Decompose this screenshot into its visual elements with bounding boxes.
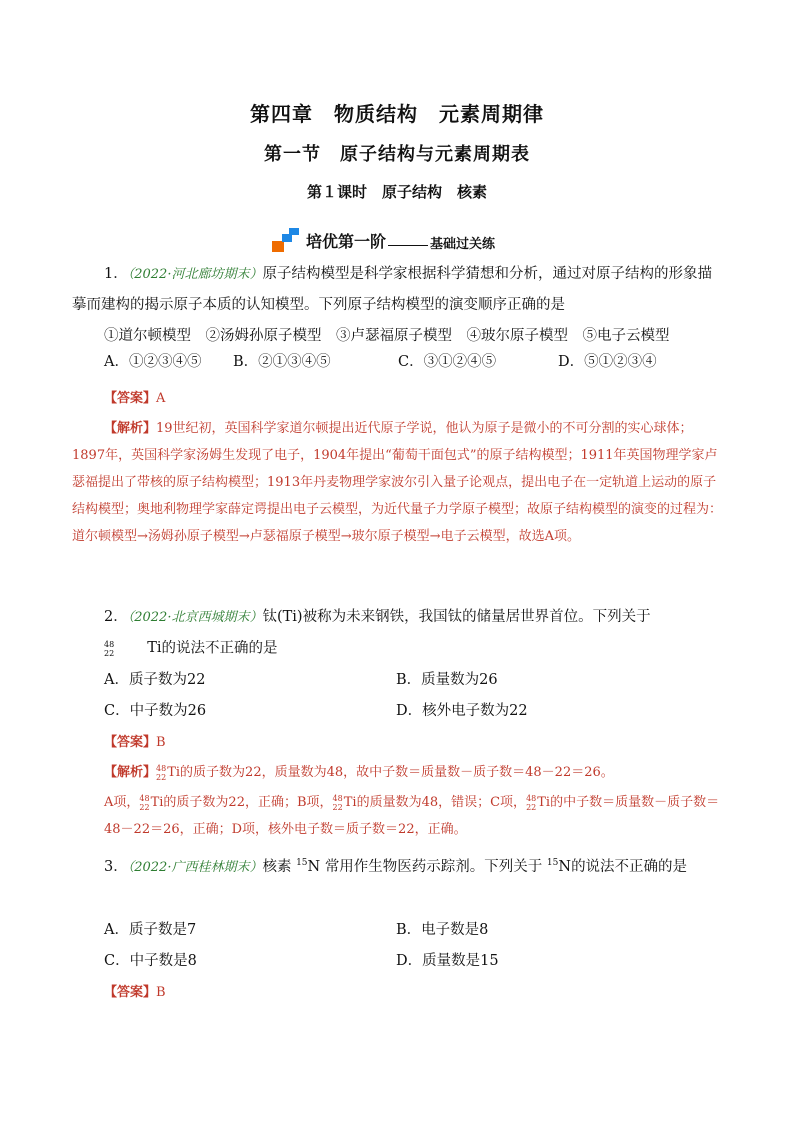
option-b: B．质量数为26 [396, 672, 498, 688]
question-source: （2022·河北廊坊期末） [127, 267, 263, 282]
option-c: C．中子数是8 [104, 953, 197, 969]
question-text: 钛(Ti)被称为未来钢铁，我国钛的储量居世界首位。下列关于 [262, 609, 651, 625]
option-c: C．③①②④⑤ [398, 354, 497, 370]
isotope-ti-48 [72, 633, 162, 664]
option-d: D．质量数是15 [396, 953, 499, 969]
mass-number: 48 [156, 763, 167, 773]
question-text-tail: 的说法不正确的是 [571, 859, 688, 875]
question-3-stem [72, 852, 724, 883]
question-1-items: ①道尔顿模型 ②汤姆孙原子模型 ③卢瑟福原子模型 ④玻尔原子模型 ⑤电子云模型 [104, 328, 670, 344]
answer-label: 【答案】 [104, 985, 157, 1000]
isotope-ti-48 [139, 789, 163, 816]
option-d: D．核外电子数为22 [396, 703, 528, 719]
explain-part: 的质子数为22，正确；B项， [163, 795, 333, 810]
question-text: 原子结构模型是科学家根据科学猜想和分析，通过对原子结构的形象描摹而建构的揭示原子本质的认知模型。下列原子结构模型的演变顺序正确的是 [72, 266, 712, 313]
mass-number: 15 [546, 858, 559, 869]
atomic-number: 22 [332, 802, 343, 812]
explain-text: 的质子数为22，质量数为48，故中子数＝质量数－质子数＝48－22＝26。 [180, 765, 614, 780]
answer-label: 【答案】 [104, 391, 157, 406]
explain-label: 【解析】 [104, 421, 157, 436]
section-title: 第一节 原子结构与元素周期表 [264, 144, 530, 165]
answer-value: A [156, 391, 166, 406]
option-b: B．电子数是8 [396, 922, 489, 938]
option-a: A．质子数为22 [104, 672, 206, 688]
question-number: 2． [104, 609, 128, 625]
banner-title: 培优第一阶 [306, 232, 387, 251]
atomic-number: 22 [139, 802, 150, 812]
answer-label: 【答案】 [104, 735, 157, 750]
isotope-ti-48 [333, 789, 357, 816]
question-source: （2022·北京西城期末） [127, 610, 263, 625]
answer-value: B [156, 985, 166, 1000]
mass-number: 48 [332, 793, 343, 803]
element-symbol: Ti [147, 640, 162, 656]
atomic-number: 22 [104, 648, 115, 658]
isotope-ti-48 [156, 759, 180, 786]
option-b: B．②①③④⑤ [233, 354, 331, 370]
element-symbol: Ti [343, 795, 357, 810]
answer-value: B [156, 735, 166, 750]
question-2-answer [104, 727, 756, 758]
explain-part: 的中子数＝质量数－质子数＝48－22＝26，正确；D项，核外电子数＝质子数＝22，正确。 [104, 795, 720, 837]
atomic-number: 22 [156, 772, 167, 782]
question-3-answer [104, 977, 756, 1008]
mass-number: 48 [526, 793, 537, 803]
question-text-tail: 的说法不正确的是 [161, 640, 278, 657]
question-text: 核素 [262, 859, 292, 875]
question-1-explanation [72, 415, 724, 550]
question-2-stem [72, 602, 724, 665]
element-symbol: Ti [150, 795, 164, 810]
explain-part: 的质量数为48，错误；C项， [356, 795, 527, 810]
question-number: 3． [104, 859, 128, 875]
chapter-title: 第四章 物质结构 元素周期律 [250, 102, 544, 126]
question-2-explanation-1 [104, 759, 724, 786]
mass-number: 48 [104, 639, 115, 649]
option-a: A．①②③④⑤ [104, 354, 202, 370]
question-text: 常用作生物医药示踪剂。下列关于 [324, 859, 543, 875]
banner-dash [388, 245, 428, 246]
explain-text: 19世纪初，英国科学家道尔顿提出近代原子学说，他认为原子是微小的不可分割的实心球体；1897年，英国科学家汤姆生发现了电子，1904年提出“葡萄干面包式”的原子结构模型；1911年英国物理学家卢瑟福提出了带核的原子结构模型；1913年丹麦物理学家波尔引入量子论观点，提出电子在一定轨道上运动的原子结构模型；奥地利物理学家薛定谔提出电子云模型，为近代量子力学原子模型；故原子结构模型的演变的过程为：道尔顿模型→汤姆孙原子模型→卢瑟福原子模型→玻尔原子模型→电子云模型，故选A项。 [72, 421, 723, 544]
isotope-ti-48 [526, 789, 550, 816]
element-symbol: N [307, 859, 321, 875]
mass-number: 15 [296, 858, 308, 869]
option-a: A．质子数是7 [104, 922, 197, 938]
element-symbol: Ti [167, 765, 181, 780]
option-d: D．⑤①②③④ [558, 354, 657, 370]
explain-part: A项， [104, 795, 140, 810]
element-symbol: N [558, 859, 572, 875]
question-number: 1． [104, 266, 128, 282]
element-symbol: Ti [537, 795, 551, 810]
mass-number: 48 [139, 793, 150, 803]
lesson-title: 第１课时 原子结构 核素 [306, 183, 487, 201]
question-1-stem [72, 259, 724, 321]
explain-label: 【解析】 [104, 765, 157, 780]
question-source: （2022·广西桂林期末） [127, 860, 263, 875]
stair-blocks-icon [272, 228, 302, 252]
question-1-answer [104, 383, 756, 414]
level-banner [272, 228, 495, 252]
banner-subtitle: 基础过关练 [430, 237, 496, 252]
question-2-explanation-2 [104, 789, 724, 843]
option-c: C．中子数为26 [104, 703, 207, 719]
atomic-number: 22 [526, 802, 537, 812]
